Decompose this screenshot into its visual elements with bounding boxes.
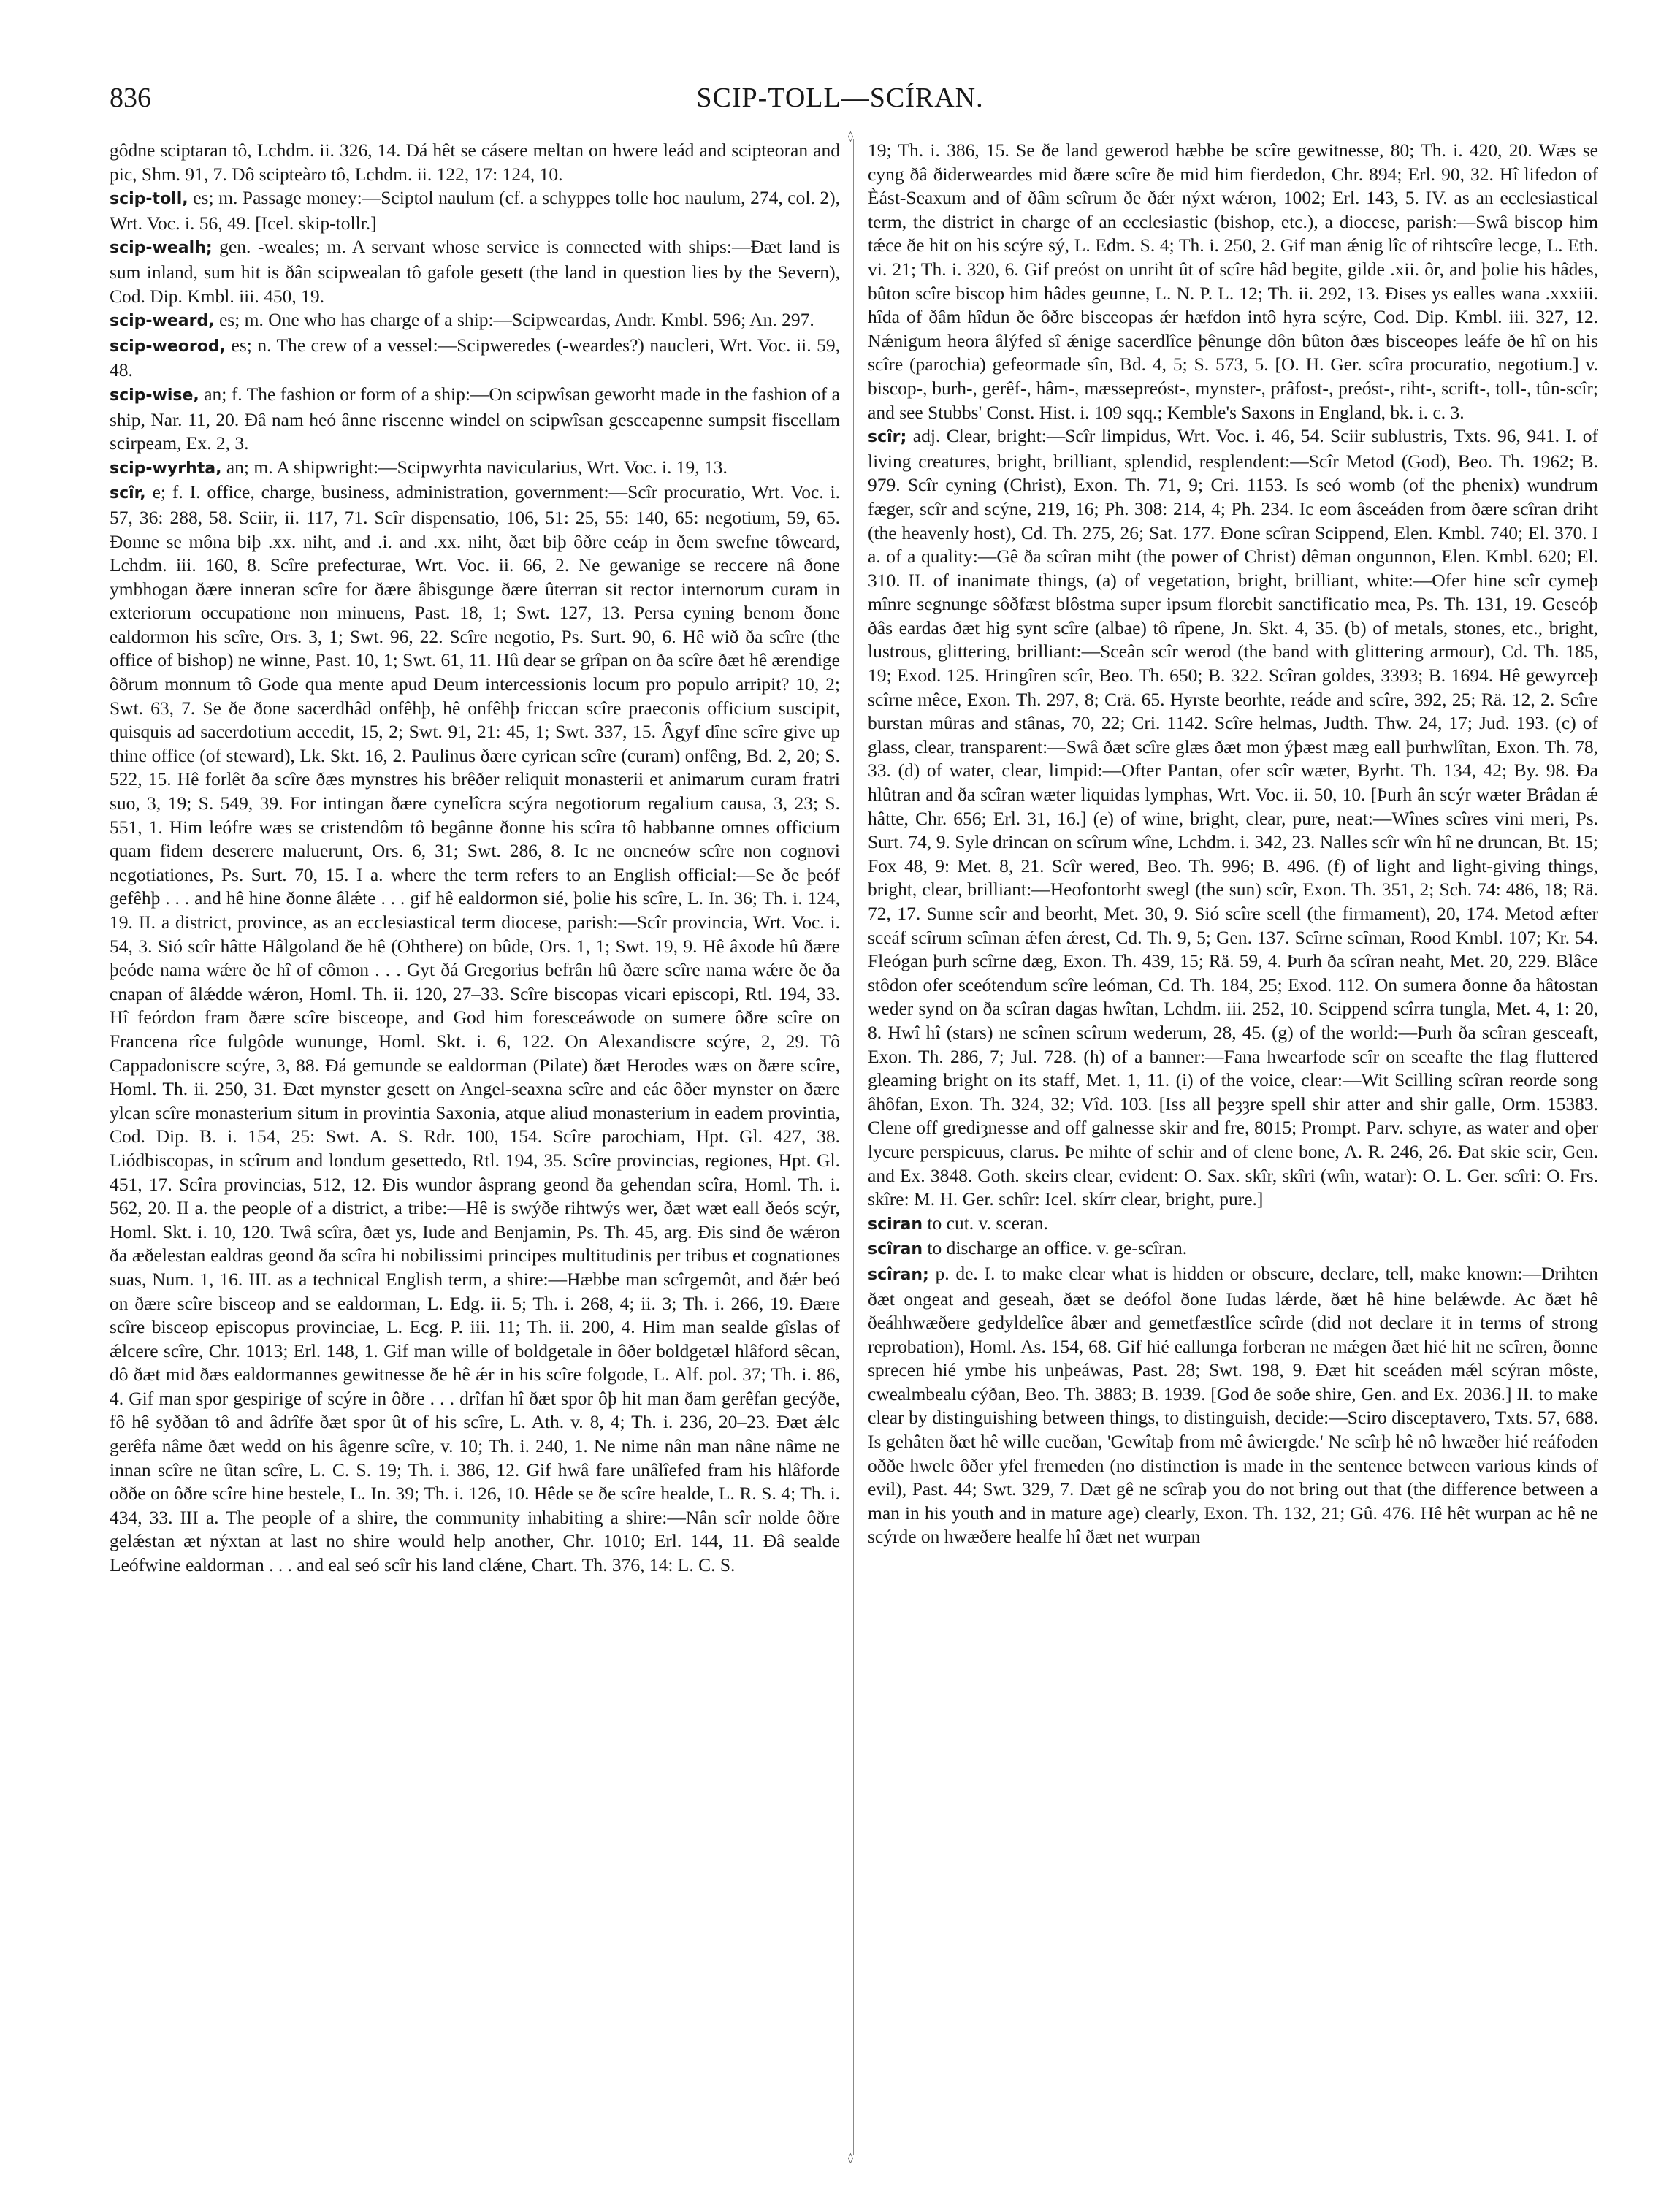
dictionary-entry: scîran to discharge an office. v. ge-scîran.	[868, 1237, 1188, 1259]
dictionary-entry: scîran; p. de. I. to make clear what is hidden or obscure, declare, tell, make known:—Drihten ðæt ongeat and geseah, ðæt se deófol ðone Iudas lǽrde, ðæt hê hine belǽwde. Ac ðæt hê ðeáhhwæðere gedyldelîce âbær and gemetfæstlîce scîrde (did not declare it in terms of strong reprobation), Homl. As. 154, 68. Gif hié eallunga forberan ne mǽgen ðæt hié hit ne scîren, ðonne sprecen hié ymbe his unþeáwas, Past. 28; Swt. 198, 9. Ðæt hit sceáden mǽl scýran môste, cwealmbealu cýðan, Beo. Th. 3883; B. 1939. [God ðe soðe shire, Gen. and Ex. 2036.] II. to make clear by distinguishing between things, to distinguish, decide:—Sciro disceptavero, Txts. 57, 688. Is gehâten ðæt hê wille cueðan, 'Gewîtaþ from mê âwiergde.' Ne scîrþ hê nô hwæðer hié reáfoden oððe hwelc ôðer yfel fremeden (no distinction is made in the sentence between various kinds of evil), Past. 44; Swt. 329, 7. Ðæt gê ne scîraþ you do not bring out that (the difference between a man in his youth and in mature age) clearly, Exon. Th. 132, 21; Gû. 476. Hê hêt wurpan ac hê ne scýrde on hwæðere healfe hî ðæt net wurpan	[868, 1262, 1598, 1548]
headword: scip-weard,	[110, 312, 215, 331]
dictionary-entry: scip-wyrhta, an; m. A shipwright:—Scipwyrhta navicularius, Wrt. Voc. i. 19, 13.	[110, 456, 728, 478]
left-column	[110, 139, 840, 2162]
dictionary-entry: scîr, e; f. I. office, charge, business, administration, government:—Scîr procuratio, Wrt. Voc. i. 57, 36: 288, 58. Sciir, ii. 117, 71. Scîr dispensatio, 106, 51: 25, 55: 140, 65: negotium, 59, 65. Ðonne se môna biþ .xx. niht, and .i. and .xx. niht, ðæt biþ ôðre ceáp in ðem swefne tôweard, Lchdm. iii. 160, 8. Scîre prefecturae, Wrt. Voc. ii. 66, 2. Ne gewanige se reccere nâ ðone ymbhogan ðære inneran scîre for ðære âbisgunge ðære ûterran sit rector internorum curam in exteriorum occupatione non minuens, Past. 18, 1; Swt. 127, 13. Persa cyning benom ðone ealdormon his scîre, Ors. 3, 1; Swt. 96, 22. Scîre negotio, Ps. Surt. 90, 6. Hê wið ða scîre (the office of bishop) ne winne, Past. 10, 1; Swt. 61, 11. Hû dear se grîpan on ða scîre ðæt hê ærendige ôðrum monnum tô Gode qua mente apud Deum intercessionis locum pro populo arripit? 10, 2; Swt. 63, 7. Se ðe ðone sacerdhâd onfêhþ, hê onfêhþ friccan scîre praeconis officium suscipit, quisquis ad sacerdotium accedit, 15, 2; Swt. 91, 21: 45, 1; Swt. 337, 15. Âgyf dîne scîre give up thine office (of steward), Lk. Skt. 16, 2. Paulinus ðære cyrican scîre (curam) onfêng, Bd. 2, 20; S. 522, 15. Hê forlêt ða scîre ðæs mynstres his brêðer reliquit monasterii et animarum curam fratri suo, 3, 19; S. 549, 39. For intingan ðære cynelîcra scýra negotiorum regalium causa, 3, 23; S. 551, 1. Him leófre wæs se cristendôm tô begânne ðonne his scîra tô habbanne omnes officium quam fidem deserere maluerunt, Ors. 6, 31; Swt. 286, 8. Ic ne oncneów scîre non cognovi negotiationes, Ps. Surt. 70, 15. I a. where the term refers to an English official:—Se ðe þeóf gefêhþ . . . and hê hine ðonne âlǽte . . . gif hê ealdormon sié, þolie his scîre, L. In. 36; Th. i. 124, 19. II. a district, province, as an ecclesiastical term diocese, parish:—Scîr provincia, Wrt. Voc. i. 54, 3. Sió scîr hâtte Hâlgoland ðe hê (Ohthere) on bûde, Ors. 1, 1; Swt. 19, 9. Hê âxode hû ðære þeóde nama wǽre ðe hî of cômon . . . Gyt ðá Gregorius befrân hû ðære scîre nama wǽre ðe ða cnapan of âlǽdde wǽron, Homl. Th. ii. 120, 27–33. Scîre biscopas vicari episcopi, Rtl. 194, 33. Hî feórdon fram ðære scîre bisceope, and God him foresceáwode on sumere ôðre scîre on Francena rîce fulgôde wununge, Homl. Skt. i. 6, 122. On Alexandiscre scýre, 2, 29. Tô Cappadoniscre scýre, 3, 88. Ðá gemunde se ealdorman (Pilate) ðæt Herodes wæs on ðære scîre, Homl. Th. ii. 250, 31. Ðæt mynster gesett on Angel-seaxna scîre and eác ôðer mynster on ðære ylcan scîre monasterium situm in provintia Saxonia, atque aliud monasterium in eadem provintia, Cod. Dip. B. i. 154, 25: Swt. A. S. Rdr. 100, 154. Scîre parochiam, Hpt. Gl. 427, 38. Liódbiscopas, in scîrum and londum gesettedo, Rtl. 194, 35. Scîre provincias, regiones, Hpt. Gl. 451, 17. Scîra provincias, 512, 12. Ðis wundor âsprang geond ða gehendan scîra, Homl. Th. i. 562, 20. II a. the people of a district, a tribe:—Hê is swýðe rihtwýs wer, ðæt wæt eall ðeós scýr, Homl. Skt. i. 10, 120. Twâ scîra, ðæt ys, Iude and Benjamin, Ps. Th. 45, arg. Ðis sind ðe wǽron ða æðelestan ealdras geond ða scîra hi nobilissimi principes multitudinis per tribus et cognationes suas, Num. 1, 16. III. as a technical English term, a shire:—Hæbbe man scîrgemôt, and ðǽr beó on ðære scîre bisceop and se ealdorman, L. Edg. ii. 5; Th. i. 268, 4; ii. 3; Th. i. 266, 19. Ðære scîre bisceop episcopus provinciae, L. Ecg. P. iii. 11; Th. ii. 200, 4. Him man sealde gîslas of ǽlcere scîre, Chr. 1013; Erl. 148, 1. Gif man wille of boldgetale in ôðer boldgetæl hlâford sêcan, dô ðæt mid ðæs ealdormannes gewitnesse ðe hê ǽr in his scîre folgode, L. Alf. pol. 37; Th. i. 86, 4. Gif man spor gespirige of scýre in ôðre . . . drîfan hî ðæt spor ôþ hit man ðam gerêfan gecýðe, fô hê syððan tô and âdrîfe ðæt spor ût of his scîre, L. Ath. v. 8, 4; Th. i. 236, 20–23. Ðæt ǽlc gerêfa nâme ðæt wedd on his âgenre scîre, v. 10; Th. i. 240, 1. Ne nime nân man nâne nâme ne innan scîre ne ûtan scîre, L. C. S. 19; Th. i. 386, 12. Gif hwâ fare unâlîefed fram his hlâforde oððe on ôðre scîre hine bestele, L. In. 39; Th. i. 126, 10. Hêde se ðe scîre healde, L. R. S. 4; Th. i. 434, 33. III a. The people of a shire, the community inhabiting a shire:—Nân scîr nolde ôðre gelǽstan æt nýxtan at last no shire would help another, Chr. 1010; Erl. 144, 11. Ðâ sealde Leófwine ealdorman . . . and eal seó scîr his land clǽne, Chart. Th. 376, 14: L. C. S.	[110, 481, 840, 1576]
headword: scîran;	[868, 1265, 929, 1284]
dictionary-entry: scip-weard, es; m. One who has charge of a ship:—Scipweardas, Andr. Kmbl. 596; An. 297.	[110, 309, 814, 331]
page-number: 836	[110, 83, 151, 113]
headword: scip-weorod,	[110, 337, 226, 356]
column-divider	[853, 139, 854, 2155]
dictionary-entry: gôdne sciptaran tô, Lchdm. ii. 326, 14. Ðá hêt se cásere meltan on hwere leád and scipteoran and pic, Shm. 91, 7. Dô scipteàro tô, Lchdm. ii. 122, 17: 124, 10.	[110, 140, 840, 185]
headword: scip-wealh;	[110, 239, 213, 258]
dictionary-entry: scip-wealh; gen. -weales; m. A servant whose service is connected with ships:—Ðæt land is sum inland, sum hit is ðân scipwealan tô gafole gesett (the land in question lies by the Severn), Cod. Dip. Kmbl. iii. 450, 19.	[110, 236, 840, 307]
dictionary-entry: scip-weorod, es; n. The crew of a vessel:—Scipweredes (-weardes?) naucleri, Wrt. Voc. ii. 59, 48.	[110, 334, 840, 381]
dictionary-entry: sciran to cut. v. sceran.	[868, 1212, 1048, 1234]
running-head: SCIP-TOLL—SCÍRAN.	[696, 83, 984, 113]
dictionary-entry: 19; Th. i. 386, 15. Se ðe land gewerod hæbbe be scîre gewitnesse, 80; Th. i. 420, 20. Wæs se cyng ðâ ðiderweardes mid ðære scîre ðe mid him fierdedon, Chr. 894; Erl. 90, 32. Hî lifedon of Èást-Seaxum and of ðâm scîrum ðe ðǽr nýxt wǽron, 1002; Erl. 143, 5. IV. as an ecclesiastical term, the district in charge of an ecclesiastic (bishop, etc.), a diocese, parish:—Swâ biscop him tǽce ðe hit on his scýre sý, L. Edm. S. 4; Th. i. 250, 2. Gif man ǽnig lîc of rihtscîre lecge, L. Eth. vi. 21; Th. i. 320, 6. Gif preóst on unriht ût of scîre hâd begite, gilde .xii. ôr, and þolie his hâdes, bûton scîre biscop him hâdes geunne, L. N. P. L. 12; Th. ii. 292, 13. Ðises ys ealles wana .xxxiii. hîda of ðâm hîdun ðe ôðre bisceopas ǽr hæfdon intô hyra scýre, Cod. Dip. Kmbl. iii. 327, 12. Nǽnigum heora âlýfed sî ǽnige sacerdlîce þênunge dôn bûton ðæs bisceopes leáfe ðe hî on his scîre (parochia) gefeormade sîn, Bd. 4, 5; S. 573, 5. [O. H. Ger. scîra procuratio, negotium.] v. biscop-, burh-, gerêf-, hâm-, mæssepreóst-, mynster-, prâfost-, preóst-, riht-, scrift-, toll-, tûn-scîr; and see Stubbs' Const. Hist. i. 109 sqq.; Kemble's Saxons in England, bk. i. c. 3.	[868, 140, 1598, 423]
headword: sciran	[868, 1215, 923, 1234]
headword: scîr;	[868, 428, 907, 447]
dictionary-entry: scip-wise, an; f. The fashion or form of a ship:—On scipwîsan geworht made in the fashion of a ship, Nar. 11, 20. Ðâ nam heó ânne riscenne windel on scipwîsan gesceapenne sumpsit fiscellam scirpeam, Ex. 2, 3.	[110, 383, 840, 454]
divider-ornament: ◊	[848, 131, 853, 142]
headword: scîran	[868, 1240, 923, 1259]
headword: scîr,	[110, 484, 146, 503]
dictionary-entry: scîr; adj. Clear, bright:—Scîr limpidus, Wrt. Voc. i. 46, 54. Sciir sublustris, Txts. 96, 941. I. of living creatures, bright, brilliant, splendid, resplendent:—Scîr Metod (God), Beo. Th. 1962; B. 979. Scîr cyning (Christ), Exon. Th. 71, 9; Cri. 1153. Is seó womb (of the phenix) wundrum fæger, scîr and scýne, 219, 16; Ph. 308: 214, 4; Ph. 234. Ic eom âsceáden from ðære scîran driht (the heavenly host), Cd. Th. 275, 26; Sat. 177. Ðone scîran Scippend, Elen. Kmbl. 740; El. 370. I a. of a quality:—Gê ða scîran miht (the power of Christ) dêman ongunnon, Elen. Kmbl. 620; El. 310. II. of inanimate things, (a) of vegetation, bright, brilliant, white:—Ofer hine scîr cymeþ mînre segnunge sôðfæst blôstma super ipsum florebit sanctificatio mea, Ps. Th. 131, 19. Geseóþ ðâs eardas ðæt hig synt scîre (albae) tô rîpene, Jn. Skt. 4, 35. (b) of metals, stones, etc., bright, lustrous, glittering, brilliant:—Sceân scîr werod (the band with glittering armour), Cd. Th. 185, 19; Exod. 125. Hringîren scîr, Beo. Th. 650; B. 322. Scîran goldes, 3393; B. 1694. Hê gewyrceþ scîrne mêce, Exon. Th. 297, 8; Crä. 65. Hyrste beorhte, reáde and scîre, 392, 25; Rä. 12, 2. Scîre burstan mûras and stânas, 70, 22; Cri. 1142. Scîre helmas, Judth. Thw. 24, 17; Jud. 193. (c) of glass, clear, transparent:—Swâ ðæt scîre glæs ðæt mon ýþæst mæg eall þurhwlîtan, Exon. Th. 78, 33. (d) of water, clear, limpid:—Ofter Pantan, ofer scîr wæter, Byrht. Th. 134, 42; By. 98. Ða hlûtran and ða scîran wæter liquidas lymphas, Wrt. Voc. ii. 50, 10. [Þurh ân scýr wæter Brâdan ǽ hâtte, Chr. 656; Erl. 31, 16.] (e) of wine, bright, clear, pure, neat:—Wînes scîres vini meri, Ps. Surt. 74, 9. Syle drincan on scîrum wîne, Lchdm. i. 342, 23. Nalles scîr wîn hî ne druncan, Bt. 15; Fox 48, 9: Met. 8, 21. Scîr wered, Beo. Th. 996; B. 496. (f) of light and light-giving things, bright, clear, brilliant:—Heofontorht swegl (the sun) scîr, Exon. Th. 351, 2; Sch. 74: 486, 18; Rä. 72, 17. Sunne scîr and beorht, Met. 30, 9. Sió scîre scell (the firmament), 20, 174. Metod æfter sceáf scîrum scîman ǽfen ǽrest, Cd. Th. 9, 5; Gen. 137. Scîrne scîman, Rood Kmbl. 107; Kr. 54. Fleógan þurh scîrne dæg, Exon. Th. 439, 15; Rä. 59, 4. Þurh ða scîran neaht, Met. 20, 229. Blâce stôdon ofer sceótendum scîre leóman, Cd. Th. 184, 25; Exod. 112. On sumera ðonne ða hâtostan weder synd on ða scîran dagas hwîtan, Lchdm. iii. 252, 10. Scippend scîrra tungla, Met. 4, 1: 20, 8. Hwî hî (stars) ne scînen scîrum wederum, 28, 45. (g) of the world:—Þurh ða scîran gesceaft, Exon. Th. 286, 7; Jul. 728. (h) of a banner:—Fana hwearfode scîr on sceafte the flag fluttered gleaming bright on its staff, Met. 1, 11. (i) of the voice, clear:—Wit Scilling scîran reorde song âhôfan, Exon. Th. 324, 32; Vîd. 103. [Iss all þeȝȝre spell shir atter and shir galle, Orm. 15383. Clene off grediȝnesse and off galnesse skir and fre, 8015; Prompt. Parv. schyre, as water and oþer lycure perspicuus, clarus. Þe mihte of schir and of clene bone, A. R. 246, 26. Ðat skie scir, Gen. and Ex. 3848. Goth. skeirs clear, evident: O. Sax. skîr, skîri (wîn, watar): O. L. Ger. scîri: O. Frs. skîre: M. H. Ger. schîr: Icel. skírr clear, bright, pure.]	[868, 425, 1598, 1210]
headword: scip-wise,	[110, 386, 199, 405]
headword: scip-wyrhta,	[110, 459, 222, 478]
headword: scip-toll,	[110, 190, 188, 209]
divider-ornament: ◊	[848, 2152, 853, 2164]
dictionary-entry: scip-toll, es; m. Passage money:—Sciptol naulum (cf. a schyppes tolle hoc naulum, 274, col. 2), Wrt. Voc. i. 56, 49. [Icel. skip-tollr.]	[110, 187, 840, 234]
right-column	[868, 139, 1598, 2162]
